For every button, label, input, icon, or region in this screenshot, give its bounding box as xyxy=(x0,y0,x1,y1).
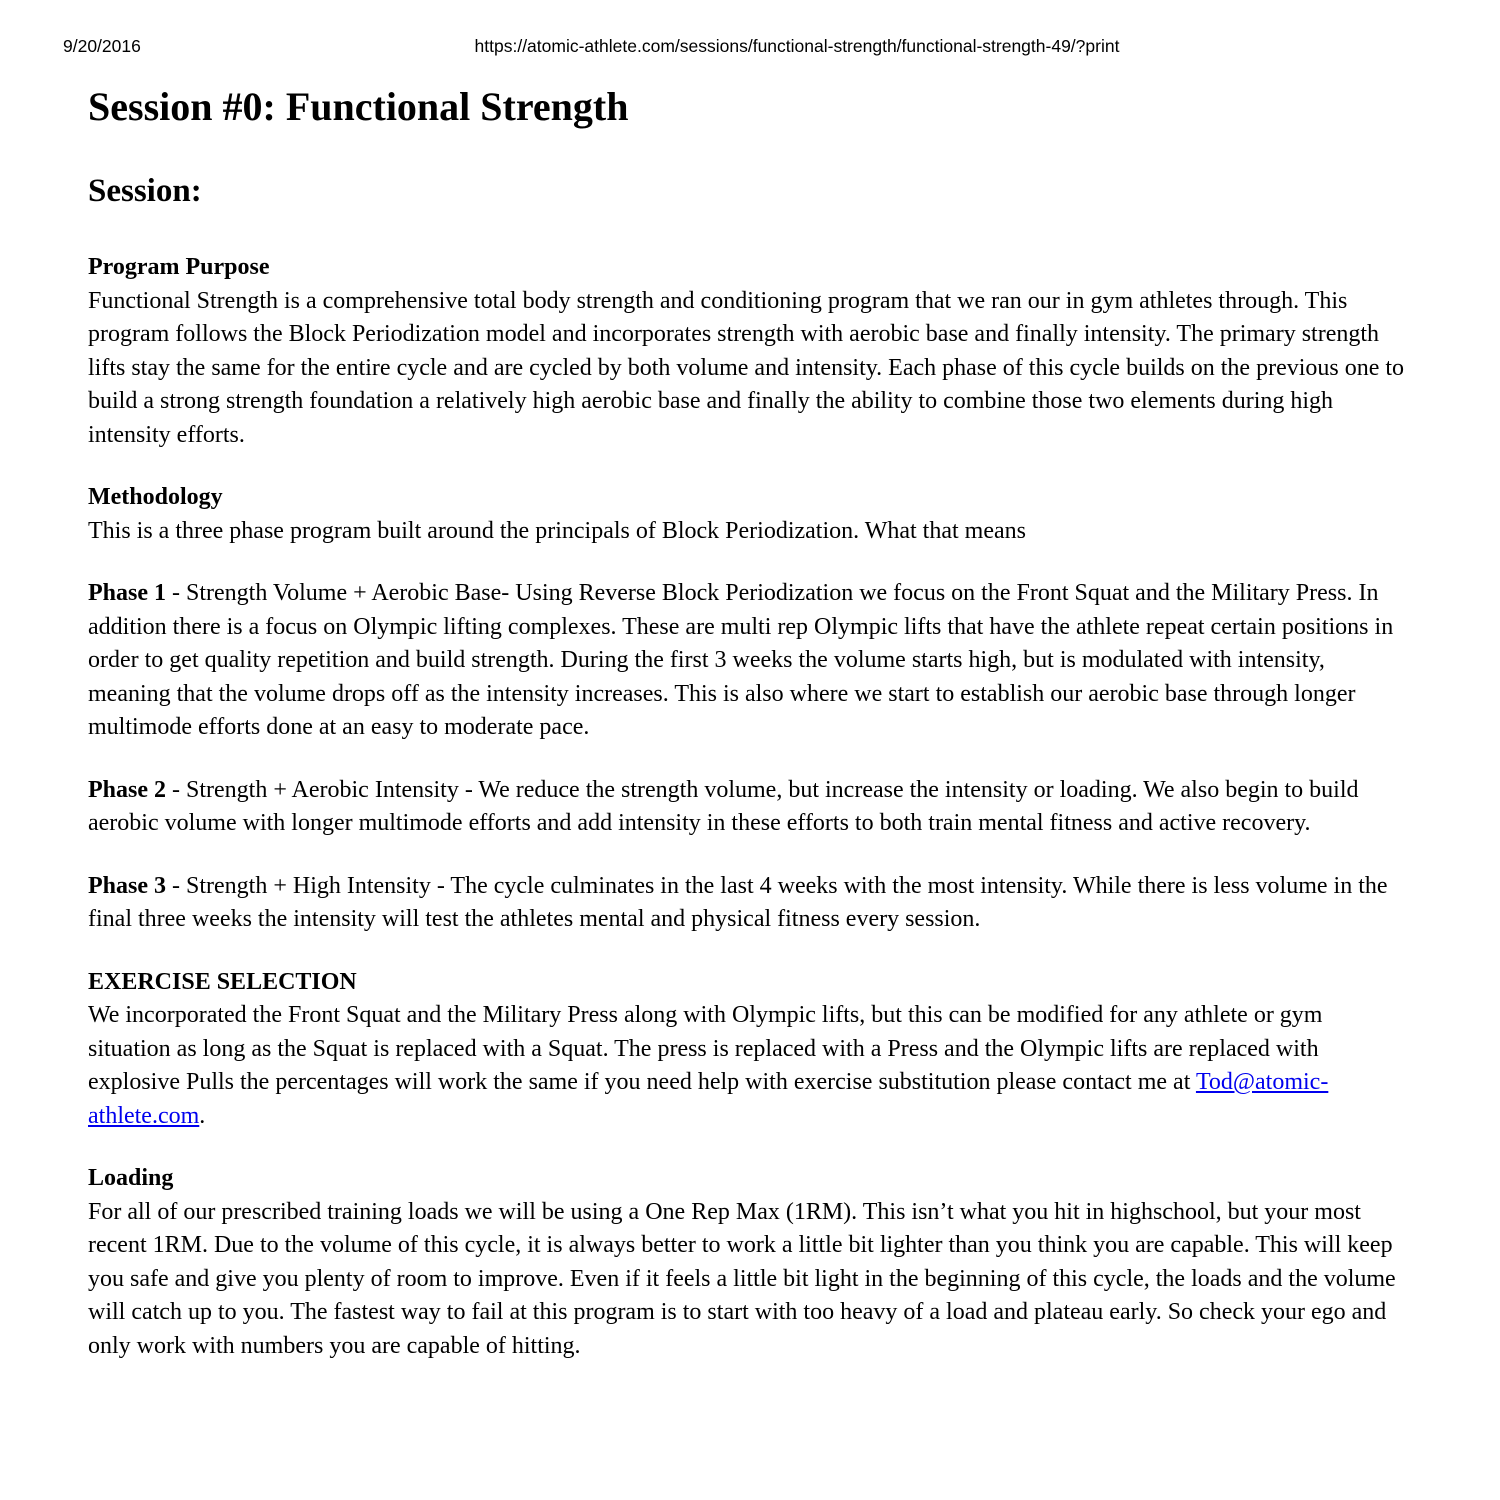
body-text: Functional Strength is a comprehensive total body strength and conditioning program that we ran our in gym athletes through. This program follows the Block Periodization model and incorporates strength with aerobic base and finally intensity. The primary strength lifts stay the same for the entire cycle and are cycled by both volume and intensity. Each phase of this cycle builds on the previous one to build a strong strength foundation a relatively high aerobic base and finally the ability to combine those two elements during high intensity efforts. xyxy=(88,287,1405,448)
body-text: We incorporated the Front Squat and the Military Press along with Olympic lifts, but this can be modified for any athlete or gym situation as long as the Squat is replaced with a Squat. The press is replaced with a Press and the Olympic lifts are replaced with explosive Pulls the percentages will work the same if you need help with exercise substitution please contact me at xyxy=(88,1002,1323,1095)
body-text: - Strength + Aerobic Intensity - We reduce the strength volume, but increase the intensity or loading. We also begin to build aerobic volume with longer multimode efforts and add intensity in these efforts to both train mental fitness and active recovery. xyxy=(88,776,1359,836)
email-link[interactable]: Tod@atomic-athlete.com xyxy=(88,1069,1329,1129)
body-text: For all of our prescribed training loads we will be using a One Rep Max (1RM). This isn’t what you hit in highschool, but your most recent 1RM. Due to the volume of this cycle, it is always better to work a little bit lighter than you think you are capable. This will keep you safe and give you plenty of room to improve. Even if it feels a little bit light in the beginning of this cycle, the loads and the volume will catch up to you. The fastest way to fail at this program is to start with too heavy of a load and plateau early. So check your ego and only work with numbers you are capable of hitting. xyxy=(88,1198,1396,1359)
section-heading: Phase 2 xyxy=(88,776,166,803)
section-heading: Phase 1 xyxy=(88,580,166,606)
body-text: - Strength Volume + Aerobic Base- Using Reverse Block Periodization we focus on the Front Squat and the Military Press. In addition there is a focus on Olympic lifting complexes. These are multi rep Olympic lifts that have the athlete repeat certain positions in order to get quality repetition and build strength. During the first 3 weeks the volume starts high, but is modulated with intensity, meaning that the volume drops off as the intensity increases. This is also where we start to establish our aerobic base through longer multimode efforts done at an easy to moderate pace. xyxy=(88,580,1394,740)
body-text: This is a three phase program built around the principals of Block Periodization. What that means xyxy=(88,517,1026,544)
section-paragraph xyxy=(88,966,1408,1134)
session-heading: Session: xyxy=(88,173,202,209)
section-heading: Phase 3 xyxy=(88,872,166,899)
body-text: - Strength + High Intensity - The cycle culminates in the last 4 weeks with the most intensity. While there is less volume in the final three weeks the intensity will test the athletes mental and physical fitness every session. xyxy=(88,872,1388,932)
section-paragraph xyxy=(88,481,1408,548)
section-heading: Program Purpose xyxy=(88,254,270,280)
print-url: https://atomic-athlete.com/sessions/functional-strength/functional-strength-49/?print xyxy=(474,36,1120,56)
section-paragraph xyxy=(88,577,1408,745)
section-paragraph xyxy=(88,251,1408,452)
body-text: . xyxy=(199,1102,206,1129)
section-heading: Methodology xyxy=(88,484,223,510)
sections xyxy=(88,251,1408,1363)
section-paragraph xyxy=(88,774,1408,841)
page-title: Session #0: Functional Strength xyxy=(88,84,629,129)
print-header xyxy=(0,0,1500,56)
section-paragraph xyxy=(88,1162,1408,1363)
document-content xyxy=(88,84,1408,1363)
section-paragraph xyxy=(88,870,1408,937)
section-heading: EXERCISE SELECTION xyxy=(88,968,357,995)
print-date: 9/20/2016 xyxy=(63,36,141,56)
section-heading: Loading xyxy=(88,1165,174,1191)
